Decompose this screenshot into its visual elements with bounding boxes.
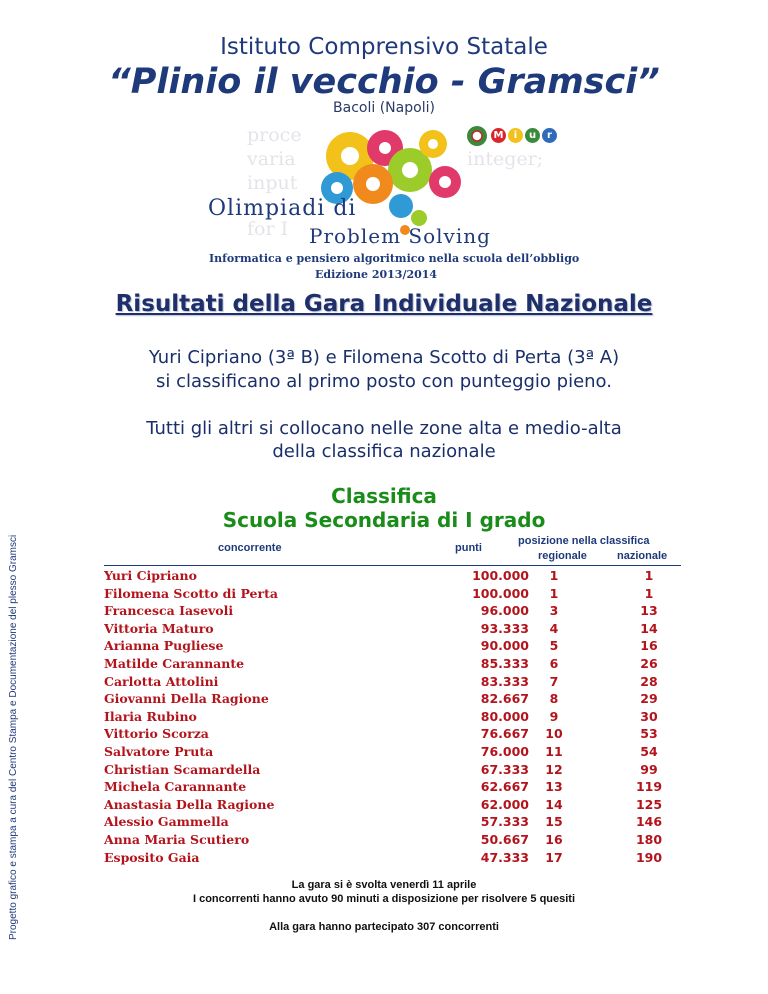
cell-name: Arianna Pugliese — [104, 638, 224, 654]
cell-name: Michela Carannante — [104, 779, 247, 795]
cell-name: Anna Maria Scutiero — [104, 831, 250, 847]
cell-name: Christian Scamardella — [104, 761, 261, 777]
header-points: punti — [455, 542, 482, 554]
cell-name: Vittoria Maturo — [104, 620, 214, 636]
table-row — [104, 621, 684, 639]
cell-points: 57.333 — [480, 814, 529, 830]
table-row — [104, 779, 684, 797]
ranking-subtitle: Scuola Secondaria di I grado — [222, 508, 546, 532]
cell-regional: 3 — [549, 603, 559, 619]
logo-code-line: varia — [247, 148, 296, 170]
table-row — [104, 814, 684, 832]
table-header-rule — [104, 565, 681, 566]
cell-name: Filomena Scotto di Perta — [104, 585, 278, 601]
table-row — [104, 638, 684, 656]
cell-name: Vittorio Scorza — [104, 726, 209, 742]
ranking-table — [104, 568, 684, 867]
note-participants: Alla gara hanno partecipato 307 concorrenti — [269, 921, 499, 933]
cell-points: 96.000 — [480, 603, 529, 619]
cell-name: Matilde Carannante — [104, 655, 245, 671]
cell-name: Anastasia Della Ragione — [104, 796, 275, 812]
cell-regional: 8 — [549, 691, 559, 707]
cell-name: Carlotta Attolini — [104, 673, 219, 689]
cell-points: 90.000 — [480, 638, 529, 654]
cell-points: 100.000 — [472, 568, 529, 583]
cell-regional: 7 — [549, 673, 559, 689]
cell-regional: 1 — [549, 568, 559, 583]
cell-national: 26 — [640, 655, 658, 671]
logo-edition: Edizione 2013/2014 — [315, 268, 438, 281]
cell-points: 62.667 — [480, 779, 529, 795]
table-row — [104, 691, 684, 709]
cell-name: Ilaria Rubino — [104, 708, 197, 724]
cell-regional: 13 — [545, 779, 563, 795]
header-name: concorrente — [218, 542, 282, 554]
cell-national: 1 — [644, 585, 654, 601]
logo-code-line: input — [247, 172, 298, 194]
olympiad-logo — [205, 118, 580, 288]
cell-regional: 9 — [549, 708, 559, 724]
note-duration: I concorrenti hanno avuto 90 minuti a disposizione per risolvere 5 quesiti — [192, 893, 576, 905]
cell-regional: 4 — [549, 620, 559, 636]
cell-regional: 12 — [545, 761, 563, 777]
table-row — [104, 568, 684, 586]
cell-name: Esposito Gaia — [104, 849, 200, 865]
institute-city: Bacoli (Napoli) — [333, 100, 435, 116]
cell-name: Giovanni Della Ragione — [104, 691, 269, 707]
intro-line: Yuri Cipriano (3ª B) e Filomena Scotto di Perta (3ª A) — [148, 347, 620, 368]
logo-code-line: for I — [247, 218, 289, 240]
cell-regional: 16 — [545, 831, 563, 847]
cell-points: 83.333 — [480, 673, 529, 689]
cell-points: 93.333 — [480, 620, 529, 636]
cell-regional: 17 — [545, 849, 563, 865]
cell-national: 125 — [635, 796, 663, 812]
cell-points: 85.333 — [480, 655, 529, 671]
logo-code-line: proce — [247, 124, 302, 146]
cell-points: 67.333 — [480, 761, 529, 777]
institute-title: “Plinio il vecchio - Gramsci” — [108, 62, 660, 102]
header-regional: regionale — [538, 550, 587, 562]
cell-points: 62.000 — [480, 796, 529, 812]
cell-national: 180 — [635, 831, 663, 847]
cell-national: 53 — [640, 726, 658, 742]
cell-points: 100.000 — [472, 585, 529, 601]
cell-national: 54 — [640, 743, 658, 759]
miur-logo: M i u r — [491, 128, 561, 144]
intro-line: si classificano al primo posto con punteggio pieno. — [156, 371, 612, 392]
cell-regional: 1 — [549, 585, 559, 601]
cell-national: 13 — [640, 603, 658, 619]
header-national: nazionale — [617, 550, 668, 562]
table-row — [104, 797, 684, 815]
table-row — [104, 603, 684, 621]
cell-regional: 10 — [545, 726, 563, 742]
intro-line: Tutti gli altri si collocano nelle zone alta e medio-alta — [146, 418, 622, 439]
cell-points: 82.667 — [480, 691, 529, 707]
header-position: posizione nella classifica — [518, 535, 650, 547]
table-row — [104, 744, 684, 762]
cell-national: 16 — [640, 638, 658, 654]
cell-national: 146 — [635, 814, 663, 830]
cell-points: 76.667 — [480, 726, 529, 742]
table-row — [104, 762, 684, 780]
table-row — [104, 850, 684, 868]
logo-title-line2: Problem Solving — [309, 224, 491, 248]
cell-points: 47.333 — [480, 849, 529, 865]
cell-national: 190 — [635, 849, 663, 865]
cell-national: 28 — [640, 673, 658, 689]
table-row — [104, 832, 684, 850]
intro-line: della classifica nazionale — [272, 441, 496, 462]
cell-name: Francesca Iasevoli — [104, 603, 234, 619]
logo-code-fragment: integer; — [467, 148, 544, 170]
cell-name: Yuri Cipriano — [104, 568, 197, 583]
cell-national: 99 — [640, 761, 658, 777]
table-row — [104, 709, 684, 727]
cell-points: 80.000 — [480, 708, 529, 724]
cell-national: 1 — [644, 568, 654, 583]
cell-national: 119 — [635, 779, 663, 795]
ranking-title: Classifica — [331, 484, 437, 508]
table-row — [104, 674, 684, 692]
cell-name: Alessio Gammella — [104, 814, 229, 830]
table-row — [104, 726, 684, 744]
logo-subtitle: Informatica e pensiero algoritmico nella scuola dell’obbligo — [209, 252, 580, 265]
cell-national: 14 — [640, 620, 658, 636]
cell-points: 50.667 — [480, 831, 529, 847]
note-date: La gara si è svolta venerdì 11 aprile — [291, 879, 477, 891]
institute-name: Istituto Comprensivo Statale — [220, 34, 548, 60]
cell-name: Salvatore Pruta — [104, 743, 214, 759]
cell-regional: 15 — [545, 814, 563, 830]
cell-regional: 6 — [549, 655, 559, 671]
cell-national: 29 — [640, 691, 658, 707]
cell-regional: 11 — [545, 743, 563, 759]
cell-points: 76.000 — [480, 743, 529, 759]
cell-national: 30 — [640, 708, 658, 724]
table-row — [104, 586, 684, 604]
cell-regional: 14 — [545, 796, 563, 812]
cell-regional: 5 — [549, 638, 559, 654]
vertical-credit-text: Progetto grafico e stampa a cura del Centro Stampa e Documentazione del plesso Gramsci — [8, 534, 19, 940]
logo-title-line1: Olimpiadi di — [208, 196, 357, 221]
results-title: Risultati della Gara Individuale Nazionale — [115, 291, 653, 317]
table-row — [104, 656, 684, 674]
